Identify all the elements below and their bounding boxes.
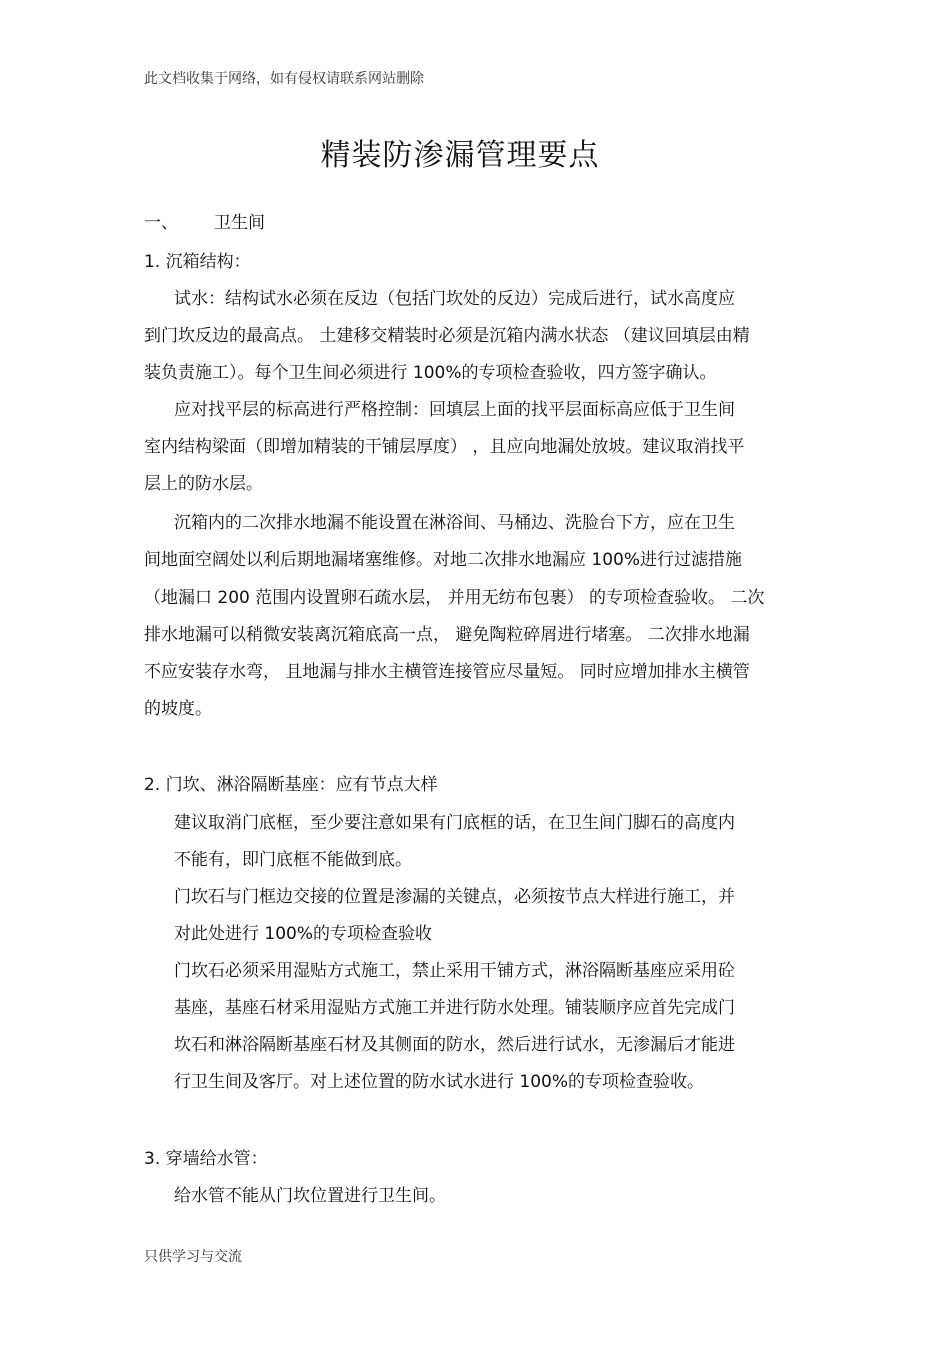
paragraph-line: 的坡度。 bbox=[144, 699, 212, 719]
paragraph-line: 坎石和淋浴隔断基座石材及其侧面的防水，然后进行试水，无渗漏后才能进 bbox=[174, 1035, 735, 1055]
section-heading bbox=[144, 212, 265, 234]
footer-note: 只供学习与交流 bbox=[144, 1249, 242, 1265]
paragraph-line: 对此处进行 100%的专项检查验收 bbox=[174, 924, 433, 944]
paragraph-line: 层上的防水层。 bbox=[144, 474, 263, 494]
section-number: 一、 bbox=[144, 213, 178, 233]
header-note: 此文档收集于网络，如有侵权请联系网站删除 bbox=[144, 71, 424, 87]
page-title: 精装防渗漏管理要点 bbox=[320, 138, 600, 173]
paragraph-line: 室内结构梁面（即增加精装的干铺层厚度） ，且应向地漏处放坡。建议取消找平 bbox=[144, 437, 745, 457]
paragraph-line: 装负责施工）。每个卫生间必须进行 100%的专项检查验收，四方签字确认。 bbox=[144, 363, 717, 383]
paragraph-line: 建议取消门底框，至少要注意如果有门底框的话，在卫生间门脚石的高度内 bbox=[174, 813, 735, 833]
paragraph-line: 排水地漏可以稍微安装离沉箱底高一点， 避免陶粒碎屑进行堵塞。 二次排水地漏 bbox=[144, 625, 750, 645]
paragraph-line: 间地面空阔处以利后期地漏堵塞维修。对地二次排水地漏应 100%进行过滤措施 bbox=[144, 550, 743, 570]
paragraph-line: 不应安装存水弯， 且地漏与排水主横管连接管应尽量短。 同时应增加排水主横管 bbox=[144, 662, 750, 682]
paragraph-line: 到门坎反边的最高点。 土建移交精装时必须是沉箱内满水状态 （建议回填层由精 bbox=[144, 326, 750, 346]
paragraph-line: 行卫生间及客厅。对上述位置的防水试水进行 100%的专项检查验收。 bbox=[174, 1072, 705, 1092]
section-label: 卫生间 bbox=[214, 213, 265, 233]
paragraph-line: （地漏口 200 范围内设置卵石疏水层， 并用无纺布包裹） 的专项检查验收。 二次 bbox=[144, 588, 765, 608]
item3-heading: 3. 穿墙给水管： bbox=[144, 1149, 268, 1169]
item2-heading: 2. 门坎、淋浴隔断基座：应有节点大样 bbox=[144, 775, 438, 795]
paragraph-line: 应对找平层的标高进行严格控制：回填层上面的找平层面标高应低于卫生间 bbox=[174, 400, 735, 420]
item1-heading: 1. 沉箱结构： bbox=[144, 252, 251, 272]
paragraph-line: 基座，基座石材采用湿贴方式施工并进行防水处理。铺装顺序应首先完成门 bbox=[174, 998, 735, 1018]
paragraph-line: 门坎石与门框边交接的位置是渗漏的关键点，必须按节点大样进行施工，并 bbox=[174, 887, 735, 907]
paragraph-line: 试水：结构试水必须在反边（包括门坎处的反边）完成后进行，试水高度应 bbox=[174, 289, 735, 309]
paragraph-line: 沉箱内的二次排水地漏不能设置在淋浴间、马桶边、洗脸台下方，应在卫生 bbox=[174, 513, 735, 533]
paragraph-line: 不能有，即门底框不能做到底。 bbox=[174, 850, 412, 870]
paragraph-line: 门坎石必须采用湿贴方式施工，禁止采用干铺方式，淋浴隔断基座应采用砼 bbox=[174, 961, 735, 981]
paragraph-line: 给水管不能从门坎位置进行卫生间。 bbox=[174, 1186, 446, 1206]
